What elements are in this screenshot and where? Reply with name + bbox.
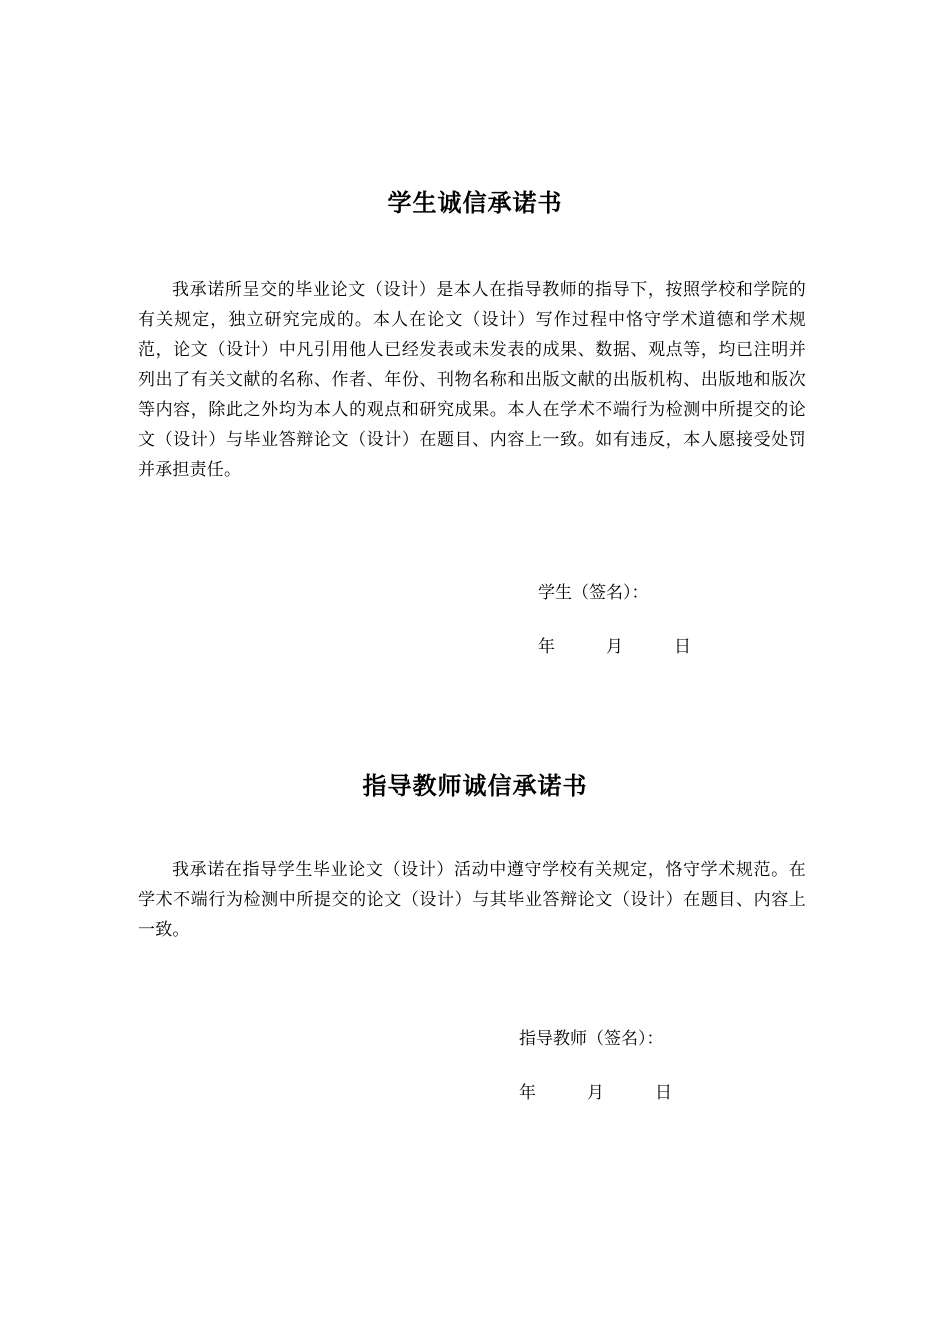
student-signature-label: 学生（签名）： bbox=[538, 583, 649, 603]
teacher-pledge-body: 我承诺在指导学生毕业论文（设计）活动中遵守学校有关规定，恪守学术规范。在学术不端行为检测中所提交的论文（设计）与其毕业答辩论文（设计）在题目、内容上一致。 bbox=[138, 860, 806, 940]
teacher-date-line bbox=[519, 1078, 672, 1103]
student-date-day: 日 bbox=[674, 637, 691, 657]
teacher-signature-label: 指导教师（签名）： bbox=[519, 1029, 664, 1049]
teacher-date-month: 月 bbox=[587, 1083, 604, 1103]
student-date-year: 年 bbox=[538, 637, 555, 657]
teacher-pledge-title: 指导教师诚信承诺书 bbox=[362, 772, 588, 800]
student-date-month: 月 bbox=[606, 637, 623, 657]
teacher-date-year: 年 bbox=[519, 1083, 536, 1103]
student-pledge-body: 我承诺所呈交的毕业论文（设计）是本人在指导教师的指导下，按照学校和学院的有关规定，独立研究完成的。本人在论文（设计）写作过程中恪守学术道德和学术规范，论文（设计）中凡引用他人已经发表或未发表的成果、数据、观点等，均已注明并列出了有关文献的名称、作者、年份、刊物名称和出版文献的出版机构、出版地和版次等内容，除此之外均为本人的观点和研究成果。本人在学术不端行为检测中所提交的论文（设计）与毕业答辩论文（设计）在题目、内容上一致。如有违反，本人愿接受处罚并承担责任。 bbox=[138, 280, 806, 480]
student-date-line bbox=[538, 632, 691, 657]
student-pledge-title: 学生诚信承诺书 bbox=[387, 189, 563, 217]
teacher-date-day: 日 bbox=[655, 1083, 672, 1103]
